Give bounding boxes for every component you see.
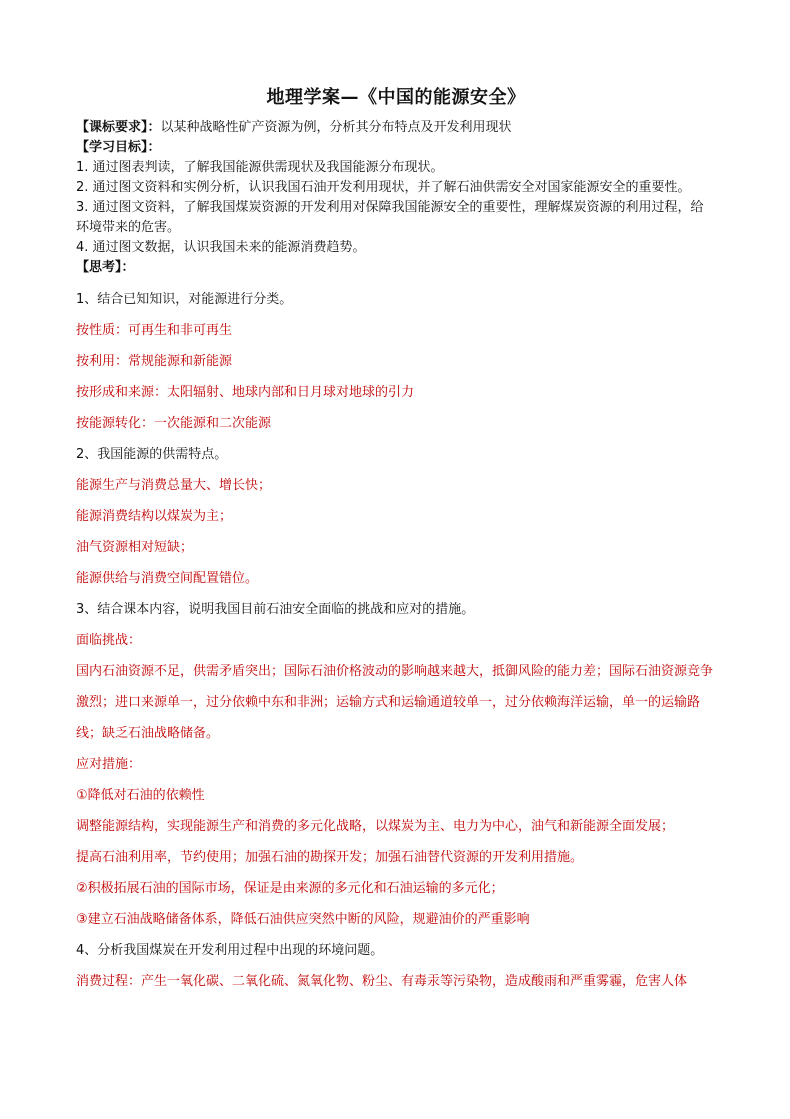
q1-answer-4: 按能源转化：一次能源和二次能源	[76, 416, 272, 431]
q2-answer-1: 能源生产与消费总量大、增长快；	[76, 478, 272, 493]
q3-measure-2: ②积极拓展石油的国际市场，保证是由来源的多元化和石油运输的多元化；	[76, 881, 504, 896]
q2-answer-3: 油气资源相对短缺；	[76, 540, 194, 555]
q1-answer-1: 按性质：可再生和非可再生	[76, 323, 233, 338]
objective-item-1: 1. 通过图表判读，了解我国能源供需现状及我国能源分布现状。	[76, 160, 444, 175]
q4-answer: 消费过程：产生一氧化碳、二氧化硫、氮氧化物、粉尘、有毒汞等污染物，造成酸雨和严重雾霾，危害人体	[76, 974, 688, 989]
q3-challenge-text: 国内石油资源不足，供需矛盾突出；国际石油价格波动的影响越来越大，抵御风险的能力差；国际石油资源竞争激烈；进口来源单一，过分依赖中东和非洲；运输方式和运输通道较单一，过分依赖海洋运输，单一的运输路线；缺乏石油战略储备。	[76, 664, 714, 741]
objective-item-3: 3. 通过图文资料，了解我国煤炭资源的开发利用对保障我国能源安全的重要性，理解煤炭资源的利用过程，给环境带来的危害。	[76, 200, 704, 235]
q3-measure-1: ①降低对石油的依赖性	[76, 788, 205, 803]
requirements-line	[76, 118, 716, 138]
requirements-label: 【课标要求】：	[76, 120, 161, 135]
q2-answer-4: 能源供给与消费空间配置错位。	[76, 571, 259, 586]
q3-measures-label: 应对措施：	[76, 757, 142, 772]
requirements-text: 以某种战略性矿产资源为例，分析其分布特点及开发利用现状	[160, 120, 512, 135]
thinking-label: 【思考】：	[76, 260, 135, 275]
question-3: 3、结合课本内容，说明我国目前石油安全面临的挑战和应对的措施。	[76, 602, 475, 617]
document-content	[76, 86, 716, 997]
objective-item-2: 2. 通过图文资料和实例分析，认识我国石油开发利用现状，并了解石油供需安全对国家能源安全的重要性。	[76, 180, 691, 195]
q3-measure-1-detail-b: 提高石油利用率，节约使用；加强石油的勘探开发；加强石油替代资源的开发利用措施。	[76, 850, 584, 865]
question-1: 1、结合已知知识，对能源进行分类。	[76, 292, 293, 307]
q1-answer-2: 按利用：常规能源和新能源	[76, 354, 233, 369]
q3-measure-1-detail-a: 调整能源结构，实现能源生产和消费的多元化战略，以煤炭为主、电力为中心，油气和新能源全面发展；	[76, 819, 675, 834]
page-title: 地理学案—《中国的能源安全》	[266, 87, 526, 108]
q2-answer-2: 能源消费结构以煤炭为主；	[76, 509, 233, 524]
q3-challenge-label: 面临挑战：	[76, 633, 142, 648]
objectives-label: 【学习目标】：	[76, 140, 161, 155]
objective-item-4: 4. 通过图文数据，认识我国未来的能源消费趋势。	[76, 240, 366, 255]
q3-measure-3: ③建立石油战略储备体系，降低石油供应突然中断的风险，规避油价的严重影响	[76, 912, 530, 927]
question-2: 2、我国能源的供需特点。	[76, 447, 228, 462]
question-4: 4、分析我国煤炭在开发利用过程中出现的环境问题。	[76, 943, 384, 958]
q1-answer-3: 按形成和来源：太阳辐射、地球内部和日月球对地球的引力	[76, 385, 415, 400]
